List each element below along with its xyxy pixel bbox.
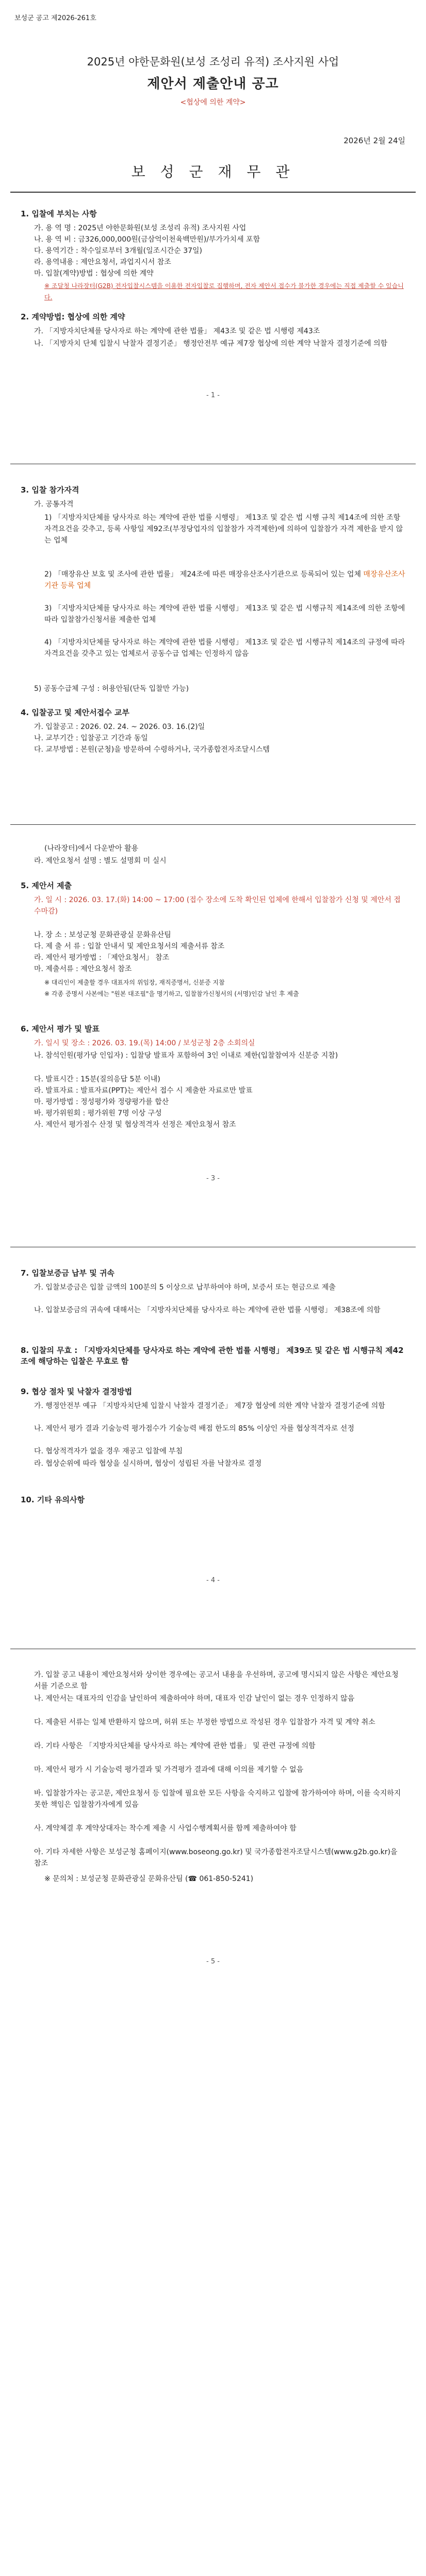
sec4-item: 나. 교부기간 : 입찰공고 기간과 동일 — [34, 734, 148, 742]
sec9-item: 다. 협상적격자가 없을 경우 재공고 입찰에 부침 — [34, 1447, 183, 1455]
sec7-item: 나. 입찰보증금의 귀속에 대해서는 「지방자치단체를 당사자로 하는 계약에 관한 법률 시행령」 제38조에 의함 — [34, 1306, 381, 1314]
sec5-item: 다. 제 출 서 류 : 입찰 안내서 및 제안요청서의 제출서류 참조 — [34, 942, 225, 951]
sec4-item: 가. 입찰공고 : 2026. 02. 24. ~ 2026. 03. 16.(2)일 — [34, 723, 205, 731]
sec1-item: 라. 용역내용 : 제안요청서, 과업지시서 참조 — [34, 258, 171, 266]
contract-type-subtitle: <협상에 의한 계약> — [180, 98, 246, 107]
sec11-item: 마. 제안서 평가 시 기술능력 평가결과 및 가격평가 결과에 대해 이의를 제기할 수 없음 — [34, 1766, 304, 1774]
sec9-item: 나. 제안서 평가 결과 기술능력 평가점수가 기술능력 배점 한도의 85% 이상인 자를 협상적격자로 선정 — [34, 1425, 354, 1433]
sec1-item: 마. 입찰(계약)방법 : 협상에 의한 계약 — [34, 269, 154, 278]
sec5-item: 나. 장 소 : 보성군청 문화관광실 문화유산팀 — [34, 931, 171, 939]
sec6-item: 바. 평가위원회 : 평가위원 7명 이상 구성 — [34, 1109, 162, 1117]
page-number: - 4 - — [206, 1577, 220, 1584]
section-1-title: 1. 입찰에 부치는 사항 — [21, 209, 97, 218]
sec3-highlight: 매장유산조사기관 등록 업체 — [44, 570, 405, 590]
sec5-note: ※ 각종 증명서 사본에는 "원본 대조필"을 명기하고, 입찰참가신청서의 (서명)인감 날인 후 제출 — [44, 990, 299, 997]
section-3-title: 3. 입찰 참가자격 — [21, 485, 79, 495]
sec11-item: 가. 입찰 공고 내용이 제안요청서와 상이한 경우에는 공고서 내용을 우선하며, 공고에 명시되지 않은 사항은 제안요청서를 기준으로 함 — [34, 1671, 399, 1690]
sec5-note: ※ 대리인이 제출할 경우 대표자의 위임장, 재직증명서, 신분증 지참 — [44, 979, 225, 986]
notice-date: 2026년 2월 24일 — [343, 136, 405, 145]
sec3-item: 1) 「지방자치단체를 당사자로 하는 계약에 관한 법률 시행령」 제13조 및 같은 법 시행 규칙 제14조에 의한 조항 자격요건을 갖추고, 등록 사항일 제92조(부정당업자의 입찰참가 자격제한)에 의하여 입찰참가 자격 제한을 받지 않는 업체 — [44, 514, 403, 545]
sec6-item: 사. 제안서 평가점수 산정 및 협상적격자 선정은 제안요청서 참조 — [34, 1121, 236, 1129]
issuer-name: 보 성 군 재 무 관 — [131, 163, 295, 180]
sec3-item: 4) 「지방자치단체를 당사자로 하는 계약에 관한 법률 시행령」 제13조 및 같은 법 시행규칙 제14조의 규정에 따라 자격요건을 갖추고 있는 업체로서 공동수급 업체는 인정하지 않음 — [44, 638, 405, 658]
sec6-item: 나. 참석인원(평가당 인입자) : 입찰당 발표자 포함하여 3인 이내로 제한(입찰참여자 신분증 지참) — [34, 1052, 338, 1060]
section-8-title: 8. 입찰의 무효 : 「지방자치단체를 당사자로 하는 계약에 관한 법률 시행령」 제39조 및 같은 법 시행규칙 제42조에 해당하는 입찰은 무효로 함 — [21, 1346, 404, 1366]
sec5-item: 라. 제안서 평가방법 : 「제안요청서」 참조 — [34, 954, 170, 962]
page-number: - 3 - — [206, 1175, 220, 1182]
page-number: - 5 - — [206, 1958, 220, 1965]
sec4-extra: (나라장터)에서 다운받아 활용 — [44, 844, 139, 853]
sec3-item: 5) 공동수급체 구성 : 허용안됨(단독 입찰만 가능) — [34, 685, 189, 693]
title-line-1: 2025년 야한문화원(보성 조성리 유적) 조사지원 사업 — [87, 56, 339, 68]
sec11-item: 사. 계약체결 후 계약상대자는 착수계 제출 시 사업수행계획서를 함께 제출하여야 함 — [34, 1824, 297, 1833]
sec3-subtitle: 가. 공통자격 — [34, 500, 74, 509]
page-divider — [10, 824, 416, 825]
sec6-item: 라. 발표자료 : 발표자료(PPT)는 제안서 접수 시 제출한 자료로만 발표 — [34, 1087, 253, 1095]
sec11-item: 아. 기타 자세한 사항은 보성군청 홈페이지(www.boseong.go.kr) 및 국가종합전자조달시스템(www.g2b.go.kr)을 참조 — [34, 1848, 398, 1868]
sec6-item: 가. 일시 및 장소 : 2026. 03. 19.(목) 14:00 / 보성군청 2층 소회의실 — [34, 1039, 255, 1047]
sec6-item: 마. 평가방법 : 정성평가와 정량평가를 합산 — [34, 1098, 169, 1106]
section-4-title: 4. 입찰공고 및 제안서접수 교부 — [21, 708, 129, 717]
page-number: - 1 - — [206, 392, 220, 399]
title-line-2: 제안서 제출안내 공고 — [147, 76, 279, 92]
sec1-item: 나. 용 역 비 : 금326,000,000원(금삼억이천육백만원)/부가가치세 포함 — [34, 235, 260, 244]
sec3-item: 3) 「지방자치단체를 당사자로 하는 계약에 관한 법률 시행령」 제13조 및 같은 법 시행규칙 제14조에 의한 조항에 따라 입찰참가신청서를 제출한 업체 — [44, 604, 405, 624]
sec11-item: 나. 제안서는 대표자의 인감을 날인하여 제출하여야 하며, 대표자 인감 날인이 없는 경우 인정하지 않음 — [34, 1694, 355, 1703]
sec6-item: 다. 발표시간 : 15분(질의응답 5분 이내) — [34, 1075, 160, 1083]
contact-info: ※ 문의처 : 보성군청 문화관광실 문화유산팀 (☎ 061-850-5241) — [44, 1875, 254, 1883]
sec3-item — [44, 569, 405, 591]
document-number: 보성군 공고 제2026-261호 — [14, 14, 96, 22]
section-6-title: 6. 제안서 평가 및 발표 — [21, 1024, 100, 1033]
sec5-item: 가. 일 시 : 2026. 03. 17.(화) 14:00 ~ 17:00 (접수 장소에 도착 확인된 업체에 한해서 입찰참가 신청 및 제안서 접수마감) — [34, 896, 401, 916]
sec3-item-text: 2) 「매장유산 보호 및 조사에 관한 법률」 제24조에 따른 매장유산조사기관으로 등록되어 있는 업체 — [44, 570, 364, 579]
sec4-extra2: 라. 제안요청서 설명 : 별도 설명회 미 실시 — [34, 857, 167, 865]
sec11-item: 바. 입찰참가자는 공고문, 제안요청서 등 입찰에 필요한 모든 사항을 숙지하고 입찰에 참가하여야 하며, 이를 숙지하지 못한 책임은 입찰참가자에게 있음 — [34, 1789, 401, 1809]
sec11-item: 다. 제출된 서류는 일체 반환하지 않으며, 허위 또는 부정한 방법으로 작성된 경우 입찰참가 자격 및 계약 취소 — [34, 1718, 375, 1726]
section-7-title: 7. 입찰보증금 납부 및 귀속 — [21, 1268, 114, 1278]
section-5-title: 5. 제안서 제출 — [21, 881, 72, 890]
section-9-title: 9. 협상 절차 및 낙찰자 결정방법 — [21, 1387, 133, 1396]
sec1-item: 가. 용 역 명 : 2025년 야한문화원(보성 조성리 유적) 조사지원 사업 — [34, 224, 247, 232]
sec7-item: 가. 입찰보증금은 입찰 금액의 100분의 5 이상으로 납부하여야 하며, 보증서 또는 현금으로 제출 — [34, 1283, 336, 1292]
divider — [10, 192, 416, 193]
sec4-item: 다. 교부방법 : 본원(군청)을 방문하여 수령하거나, 국가종합전자조달시스템 — [34, 745, 270, 754]
sec5-item: 마. 제출서류 : 제안요청서 참조 — [34, 965, 132, 973]
sec2-item: 나. 「지방자치 단체 입찰시 낙찰자 결정기준」 행정안전부 예규 제7장 협상에 의한 계약 낙찰자 결정기준에 의함 — [34, 340, 388, 348]
sec1-note: ※ 조달청 나라장터(G2B) 전자입찰시스템을 이용한 전자입찰로 집행하며, 전자 제안서 접수가 불가한 경우에는 직접 제출할 수 있습니다. — [44, 282, 404, 301]
sec9-item: 가. 행정안전부 예규 「지방자치단체 입찰시 낙찰자 결정기준」 제7장 협상에 의한 계약 낙찰자 결정기준에 의함 — [34, 1402, 385, 1410]
sec2-item: 가. 「지방자치단체를 당사자로 하는 계약에 관한 법률」 제43조 및 같은 법 시행령 제43조 — [34, 327, 320, 335]
section-2-title: 2. 계약방법: 협상에 의한 계약 — [21, 312, 125, 321]
sec11-item: 라. 기타 사항은 「지방자치단체를 당사자로 하는 계약에 관한 법률」 및 관련 규정에 의함 — [34, 1742, 316, 1750]
sec1-item: 다. 용역기간 : 착수일로부터 3개월(일조시간순 37일) — [34, 247, 203, 255]
sec9-item: 라. 협상순위에 따라 협상을 실시하며, 협상이 성립된 자를 낙찰자로 결정 — [34, 1460, 262, 1468]
section-10-title: 10. 기타 유의사항 — [21, 1495, 85, 1504]
